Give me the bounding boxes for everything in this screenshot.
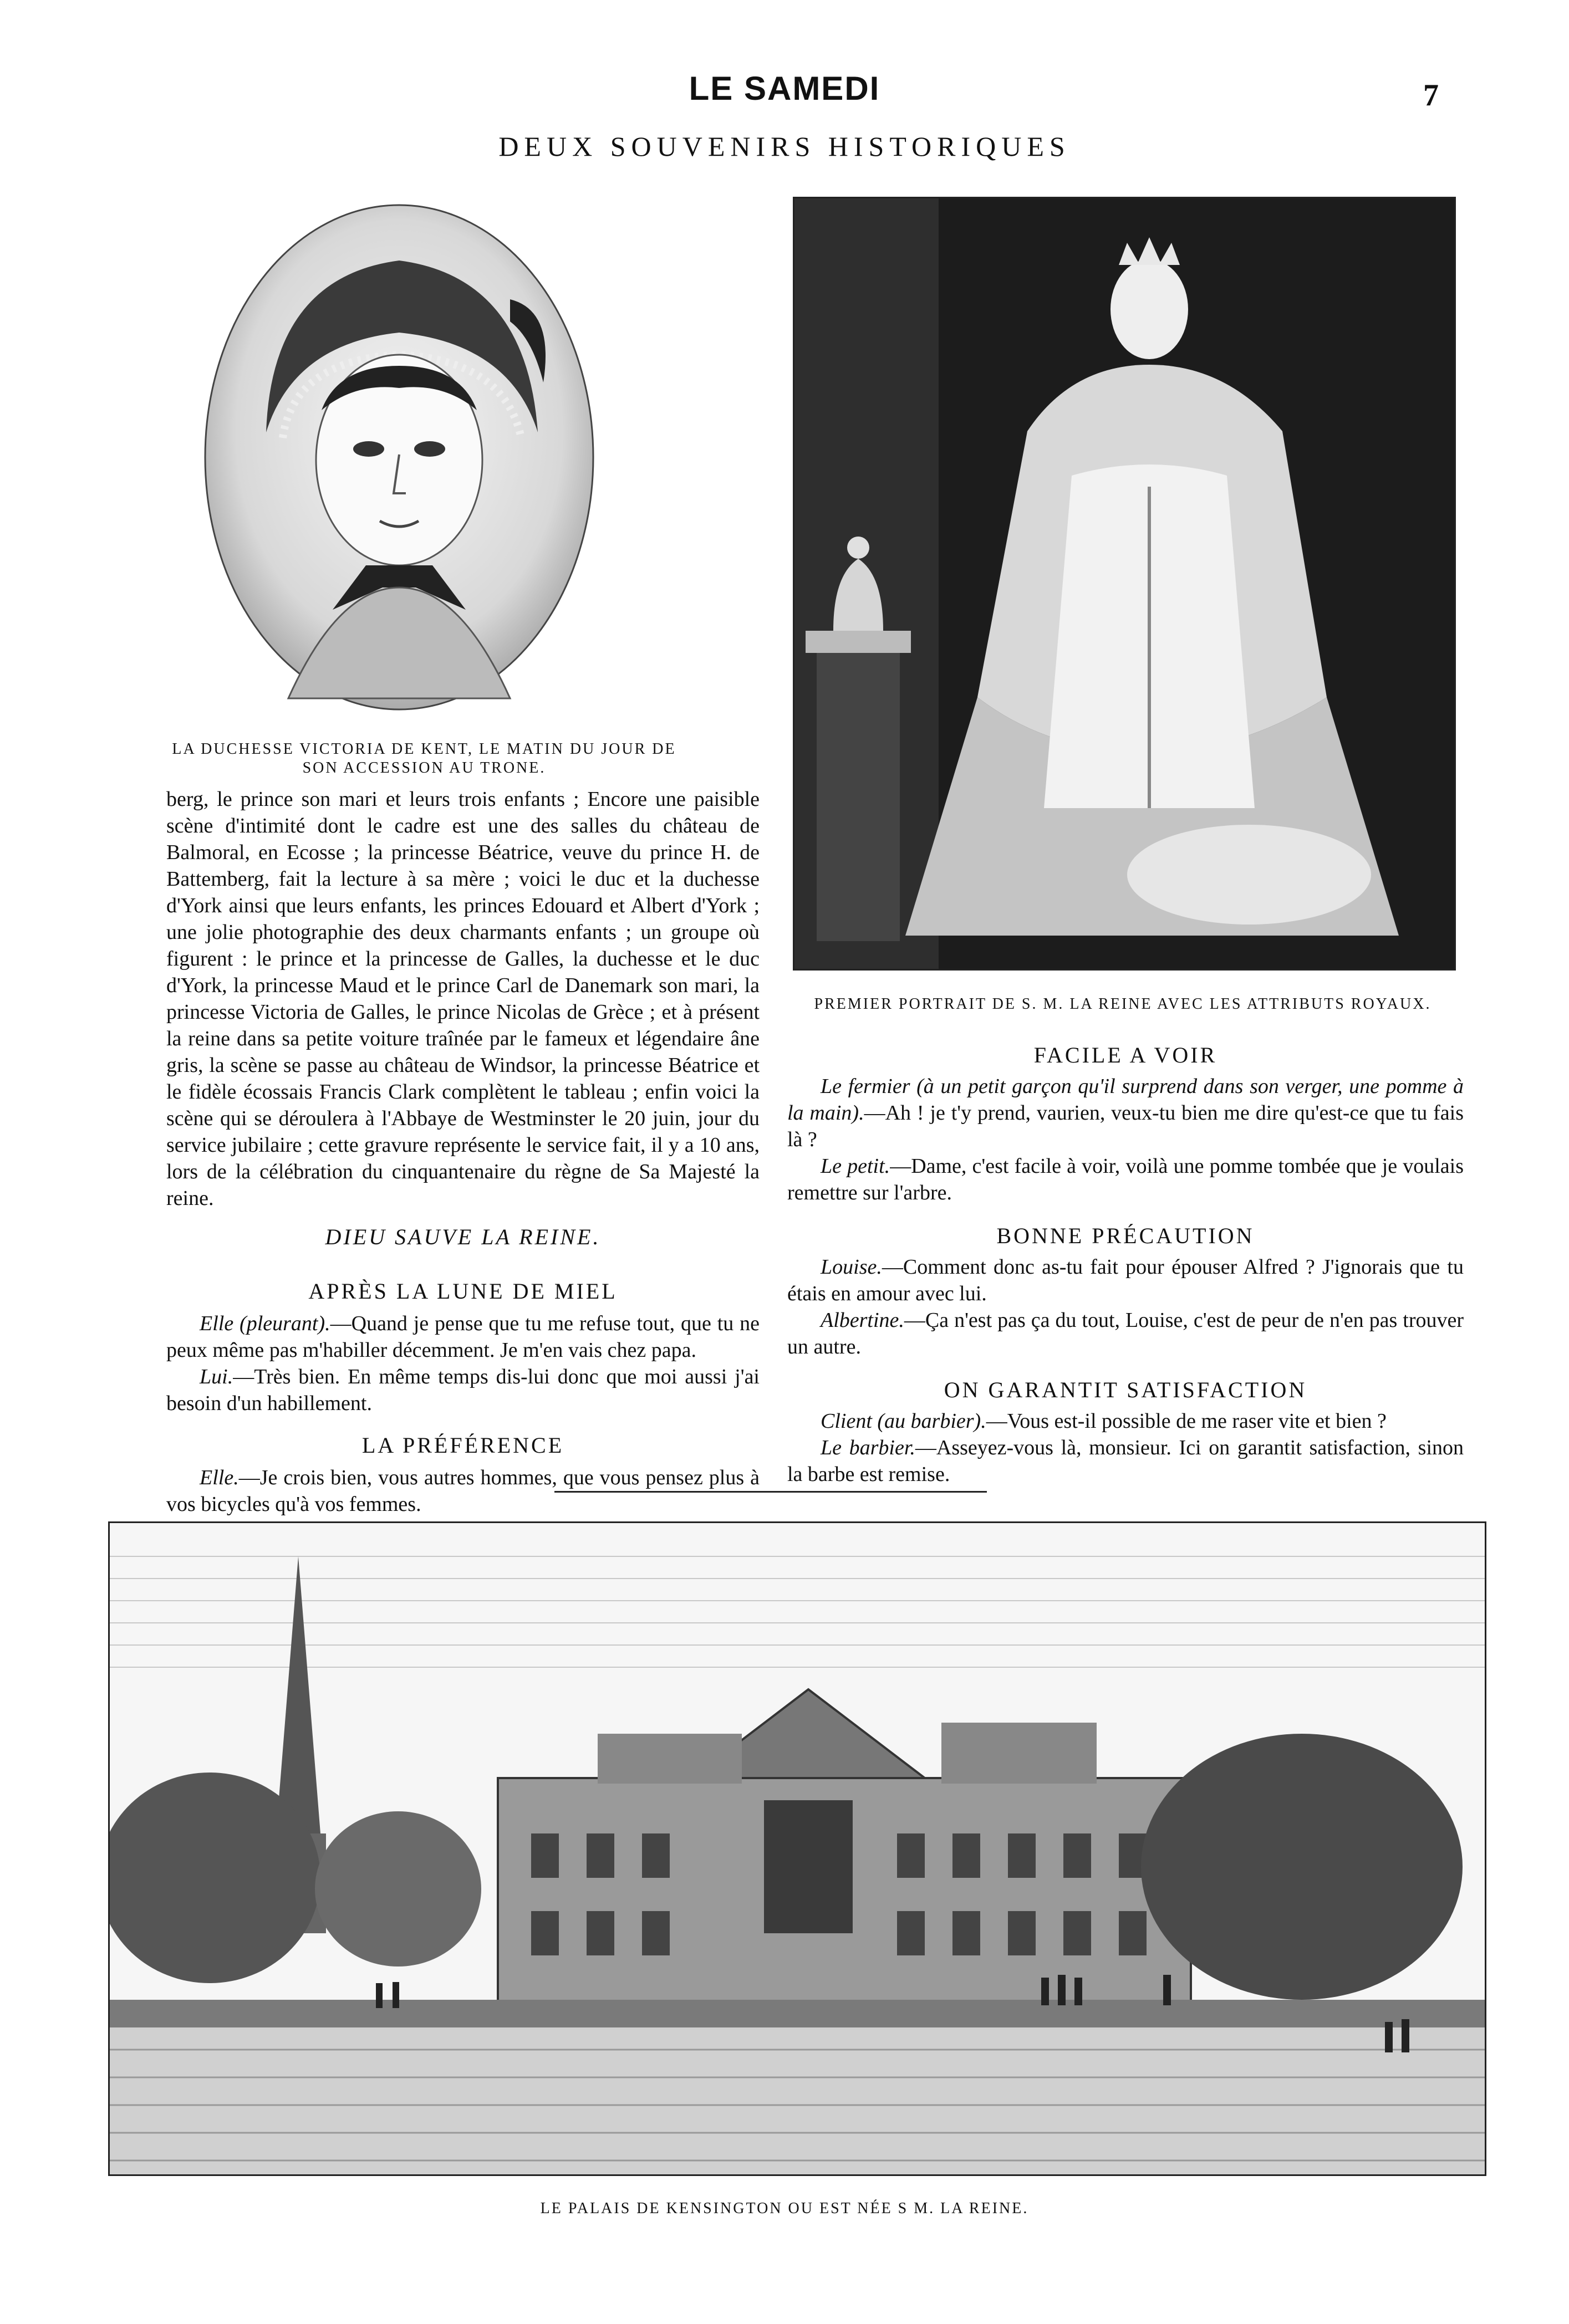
newspaper-title: LE SAMEDI [689,70,880,107]
dialogue-text: —Quand je pense que tu me refuse tout, que tu ne peux même pas m'habiller décemment. Je m'en vais chez papa. [166,1312,760,1362]
duchess-portrait-image [200,200,599,715]
dialogue-text: —Ah ! je t'y prend, vaurien, veux-tu bien me dire qu'est-ce que tu fais là ? [787,1101,1464,1151]
speaker-label: Client (au barbier). [821,1409,986,1433]
speaker-label: Elle (pleurant). [200,1312,330,1335]
right-column [787,1042,1464,1488]
dialogue-text: —Ça n'est pas ça du tout, Louise, c'est de peur de n'en pas trouver un autre. [787,1309,1464,1358]
story-line [787,1153,1464,1206]
story-line [787,1073,1464,1153]
section-divider [554,1491,987,1493]
story-line [787,1408,1464,1434]
speaker-label: Louise. [821,1255,882,1279]
dialogue-text: —Vous est-il possible de me raser vite et bien ? [986,1409,1387,1433]
kensington-palace-image [108,1521,1486,2176]
speaker-label: Elle. [200,1466,239,1489]
dialogue-text: —Je crois bien, vous autres hommes, que vous pensez plus à vos bicycles qu'à vos femmes. [166,1466,760,1516]
article-body-text: berg, le prince son mari et leurs trois enfants ; Encore une paisible scène d'intimité dont le cadre est une des salles du château de Balmoral, en Ecosse ; la princesse Béatrice, veuve du prince H. de Battemberg, fait la lecture à sa mère ; voici le duc et la duchesse d'York ainsi que leurs enfants, les princes Edouard et Albert d'York ; une jolie photographie des deux charmants enfants ; un groupe où figurent : le prince et la princesse de Galles, la duchesse et le duc d'York, la princesse Maud et le prince Carl de Danemark son mari, la princesse Victoria de Galles, le prince Nicolas de Grèce ; et à présent la reine dans sa petite voiture traînée par le fameux et légendaire âne gris, la scène se passe au château de Windsor, la princesse Béatrice et le fidèle écossais Francis Clark complètent le tableau ; enfin voici la scène qui se déroulera à l'Abbaye de Westminster le 20 juin, jour du service jubilaire ; cette gravure représente le service fait, il y a 10 ans, lors de la célébration du cinquantenaire du règne de Sa Majesté la reine. [166,788,760,1210]
queen-portrait-image [793,197,1456,971]
page-number: 7 [1423,78,1439,113]
story-title-facile-a-voir: FACILE A VOIR [1033,1043,1217,1067]
duchess-portrait-caption: LA DUCHESSE VICTORIA DE KENT, LE MATIN DU JOUR DE SON ACCESSION AU TRONE. [172,740,676,777]
speaker-label: Le fermier (à un petit garçon qu'il surprend dans son verger, une pomme à la main). [787,1075,1464,1125]
speaker-label: Le petit. [821,1155,890,1178]
dialogue-text: —Très bien. En même temps dis-lui donc que moi aussi j'ai besoin d'un habillement. [166,1365,760,1415]
story-line [787,1307,1464,1360]
left-column [166,786,760,1571]
queen-portrait-caption: PREMIER PORTRAIT DE S. M. LA REINE AVEC LES ATTRIBUTS ROYAUX. [814,995,1432,1013]
speaker-label: Lui. [200,1365,233,1388]
story-line [787,1254,1464,1307]
speaker-label: Le barbier. [821,1436,915,1459]
story-line [787,1434,1464,1488]
dialogue-text: —Dame, c'est facile à voir, voilà une pomme tombée que je voulais remettre sur l'arbre. [787,1155,1464,1204]
dialogue-text: —Asseyez-vous là, monsieur. Ici on garantit satisfaction, sinon la barbe est remise. [787,1436,1464,1486]
speaker-label: Albertine. [821,1309,904,1332]
story-line [166,1363,760,1417]
motto-text: DIEU SAUVE LA REINE. [325,1224,601,1249]
story-title-on-garantit-satisfaction: ON GARANTIT SATISFACTION [944,1377,1307,1402]
dialogue-text: —Comment donc as-tu fait pour épouser Alfred ? J'ignorais que tu étais en amour avec lui. [787,1255,1464,1305]
section-title: DEUX SOUVENIRS HISTORIQUES [498,131,1071,162]
story-title-bonne-precaution: BONNE PRÉCAUTION [996,1223,1255,1248]
kensington-palace-caption: LE PALAIS DE KENSINGTON OU EST NÉE S M. LA REINE. [540,2200,1029,2217]
story-title-apres-la-lune-de-miel: APRÈS LA LUNE DE MIEL [308,1279,618,1304]
story-title-la-preference: LA PRÉFÉRENCE [361,1433,564,1458]
story-line [166,1310,760,1363]
